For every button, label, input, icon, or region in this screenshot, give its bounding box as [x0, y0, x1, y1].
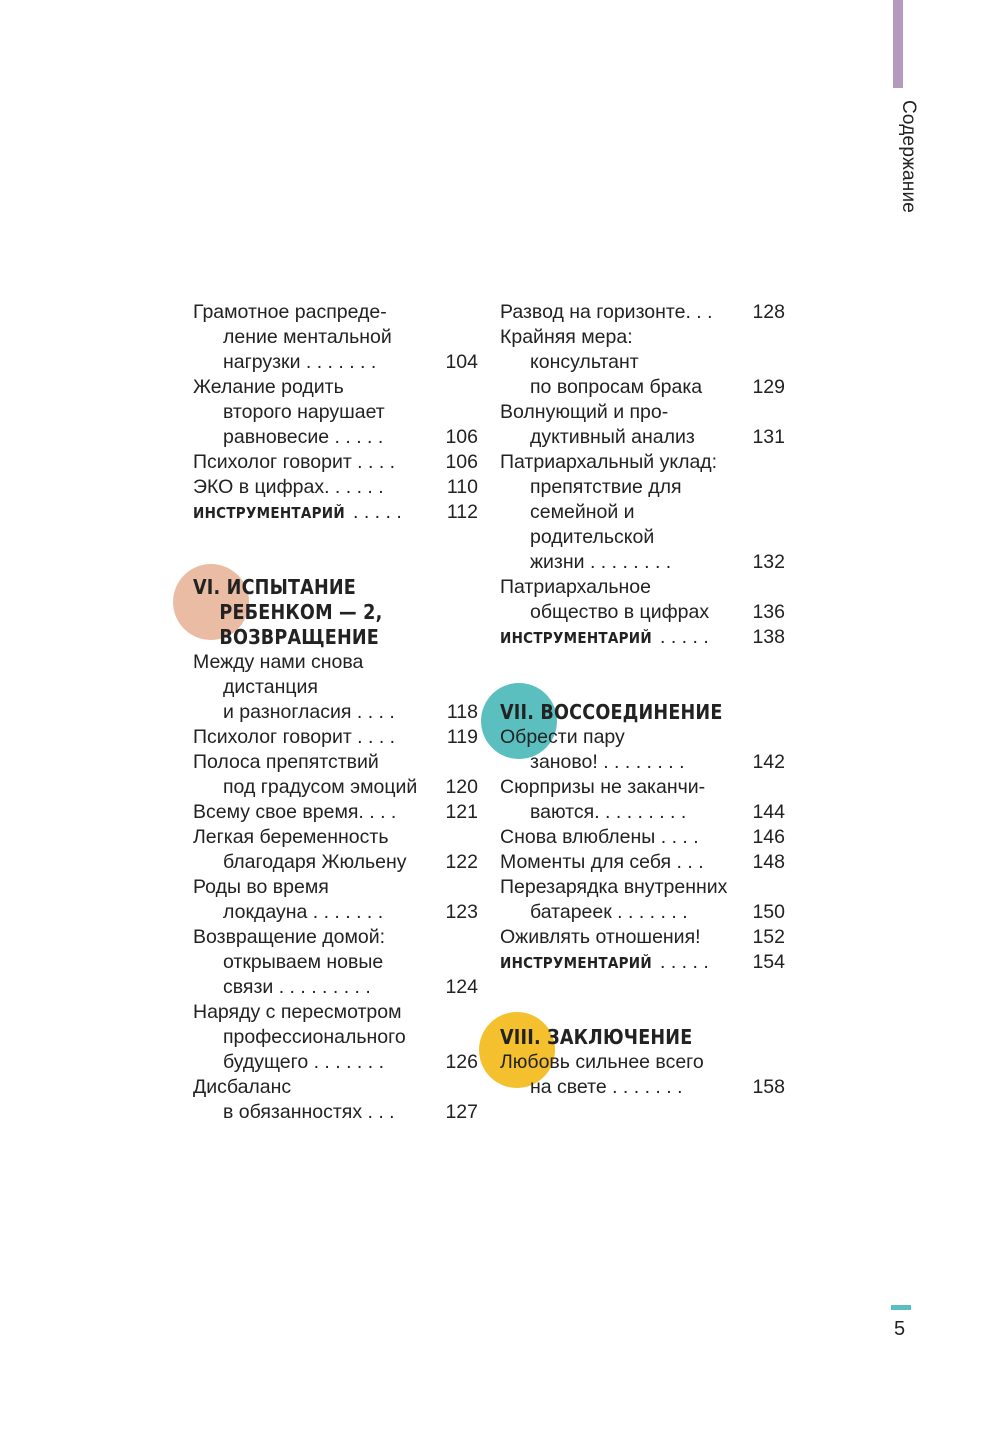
entry-line: батареек . . . . . . .	[530, 901, 688, 923]
toc-entry[interactable]	[193, 725, 478, 750]
toc-entry-tools[interactable]	[500, 950, 785, 975]
page-ref: 110	[446, 476, 478, 498]
entry-line: Наряду с пересмотром	[193, 1001, 402, 1023]
page-ref: 106	[445, 451, 478, 473]
toc-entry[interactable]	[500, 775, 785, 825]
entry-line: профессионального	[223, 1026, 406, 1048]
leader-dots: . . . . .	[660, 951, 709, 973]
toc-entry[interactable]	[193, 1075, 478, 1125]
top-accent-bar	[893, 0, 903, 88]
leader-dots: . . . . .	[660, 626, 709, 648]
bottom-accent-bar	[891, 1305, 911, 1310]
entry-line: локдауна . . . . . . .	[223, 901, 384, 923]
entry-line: Моменты для себя . . .	[500, 851, 704, 873]
entry-line: и разногласия . . . .	[223, 701, 395, 723]
page-ref: 142	[752, 751, 785, 773]
toc-entry[interactable]	[500, 400, 785, 450]
tools-label: ИНСТРУМЕНТАРИЙ	[500, 954, 652, 972]
toc-entry[interactable]	[500, 875, 785, 925]
page-ref: 127	[445, 1101, 478, 1123]
page-ref: 150	[752, 901, 785, 923]
toc-entry[interactable]	[500, 825, 785, 850]
page-number: 5	[894, 1318, 906, 1340]
page-ref: 112	[446, 501, 478, 523]
toc-right-column	[500, 300, 785, 1100]
entry-line: Оживлять отношения!	[500, 926, 701, 948]
entry-line: ваются. . . . . . . . .	[530, 801, 687, 823]
entry-line: общество в цифрах	[530, 601, 710, 623]
section-heading-7[interactable]	[500, 700, 785, 725]
entry-line: Психолог говорит . . . .	[193, 451, 396, 473]
toc-entry-tools[interactable]	[500, 625, 785, 650]
page-ref: 123	[445, 901, 478, 923]
toc-entry[interactable]	[193, 925, 478, 1000]
entry-line: Волнующий и про-	[500, 401, 669, 423]
entry-line: Всему свое время. . . .	[193, 801, 397, 823]
page-ref: 132	[752, 551, 785, 573]
entry-line: Между нами снова	[193, 651, 364, 673]
entry-line: Любовь сильнее всего	[500, 1051, 704, 1073]
section-title-line: VIII. ЗАКЛЮЧЕНИЕ	[500, 1025, 693, 1049]
entry-line: дистанция	[223, 676, 318, 698]
entry-line: второго нарушает	[223, 401, 385, 423]
section-heading-6[interactable]	[193, 575, 478, 650]
entry-line: ЭКО в цифрах. . . . . .	[193, 476, 384, 498]
running-header-title: Содержание	[898, 100, 919, 214]
toc-left-column	[193, 300, 478, 1125]
toc-entry[interactable]	[193, 375, 478, 450]
entry-line: Патриархальное	[500, 576, 651, 598]
entry-line: консультант	[530, 351, 639, 373]
entry-line: семейной и	[530, 501, 635, 523]
page-ref: 136	[752, 601, 785, 623]
toc-entry[interactable]	[193, 875, 478, 925]
tools-label: ИНСТРУМЕНТАРИЙ	[193, 504, 345, 522]
page-ref: 126	[445, 1051, 478, 1073]
entry-line: по вопросам брака	[530, 376, 703, 398]
tools-label: ИНСТРУМЕНТАРИЙ	[500, 629, 652, 647]
toc-entry[interactable]	[500, 725, 785, 775]
toc-entry[interactable]	[500, 325, 785, 400]
page-ref: 131	[752, 426, 785, 448]
page-ref: 152	[752, 926, 785, 948]
page-ref: 128	[752, 301, 785, 323]
page-ref: 118	[446, 701, 478, 723]
toc-entry[interactable]	[500, 850, 785, 875]
entry-line: связи . . . . . . . . .	[223, 976, 371, 998]
page-ref: 119	[446, 726, 478, 748]
entry-line: Сюрпризы не заканчи-	[500, 776, 706, 798]
entry-line: Крайняя мера:	[500, 326, 633, 348]
toc-entry-tools[interactable]	[193, 500, 478, 525]
toc-entry[interactable]	[193, 450, 478, 475]
entry-line: Грамотное распреде-	[193, 301, 387, 323]
section-heading-8[interactable]	[500, 1025, 785, 1050]
entry-line: Патриархальный уклад:	[500, 451, 718, 473]
section-title-line: VII. ВОССОЕДИНЕНИЕ	[500, 700, 723, 724]
toc-entry[interactable]	[193, 800, 478, 825]
entry-line: родительской	[530, 526, 655, 548]
page-ref: 158	[752, 1076, 785, 1098]
page-ref: 129	[752, 376, 785, 398]
toc-entry[interactable]	[193, 300, 478, 375]
entry-line: благодаря Жюльену	[223, 851, 407, 873]
entry-line: Снова влюблены . . . .	[500, 826, 699, 848]
entry-line: Роды во время	[193, 876, 329, 898]
toc-entry[interactable]	[193, 750, 478, 800]
entry-line: жизни . . . . . . . .	[530, 551, 672, 573]
toc-entry[interactable]	[500, 575, 785, 625]
page-ref: 138	[752, 626, 785, 648]
entry-line: нагрузки . . . . . . .	[223, 351, 377, 373]
toc-entry[interactable]	[500, 450, 785, 575]
entry-line: Обрести пару	[500, 726, 625, 748]
page-ref: 106	[445, 426, 478, 448]
page-ref: 144	[752, 801, 785, 823]
entry-line: препятствие для	[530, 476, 682, 498]
toc-entry[interactable]	[500, 925, 785, 950]
toc-entry[interactable]	[193, 650, 478, 725]
section-title-line: ВОЗВРАЩЕНИЕ	[219, 625, 379, 649]
entry-line: Дисбаланс	[193, 1076, 292, 1098]
page-ref: 121	[445, 801, 478, 823]
toc-entry[interactable]	[193, 825, 478, 875]
entry-line: Психолог говорит . . . .	[193, 726, 396, 748]
entry-line: Возвращение домой:	[193, 926, 386, 948]
section-title-line: VI. ИСПЫТАНИЕ	[193, 575, 356, 599]
page-ref: 104	[445, 351, 478, 373]
toc-entry[interactable]	[193, 1000, 478, 1075]
leader-dots: . . . . .	[353, 501, 402, 523]
entry-line: в обязанностях . . .	[223, 1101, 395, 1123]
entry-line: равновесие . . . . .	[223, 426, 384, 448]
entry-line: Полоса препятствий	[193, 751, 379, 773]
entry-line: на свете . . . . . . .	[530, 1076, 683, 1098]
toc-entry[interactable]	[500, 300, 785, 325]
entry-line: ление ментальной	[223, 326, 392, 348]
page-ref: 146	[752, 826, 785, 848]
toc-entry[interactable]	[500, 1050, 785, 1100]
entry-line: Перезарядка внутренних	[500, 876, 728, 898]
page-ref: 154	[752, 951, 785, 973]
toc-entry[interactable]	[193, 475, 478, 500]
entry-line: Развод на горизонте. . .	[500, 301, 713, 323]
entry-line: заново! . . . . . . . .	[530, 751, 685, 773]
entry-line: под градусом эмоций	[223, 776, 418, 798]
entry-line: Желание родить	[193, 376, 344, 398]
entry-line: Легкая беременность	[193, 826, 389, 848]
entry-line: дуктивный анализ	[530, 426, 695, 448]
section-title-line: РЕБЕНКОМ — 2,	[219, 600, 383, 624]
page-ref: 122	[445, 851, 478, 873]
page-ref: 124	[445, 976, 478, 998]
page-ref: 148	[752, 851, 785, 873]
entry-line: открываем новые	[223, 951, 384, 973]
page-ref: 120	[445, 776, 478, 798]
entry-line: будущего . . . . . . .	[223, 1051, 385, 1073]
